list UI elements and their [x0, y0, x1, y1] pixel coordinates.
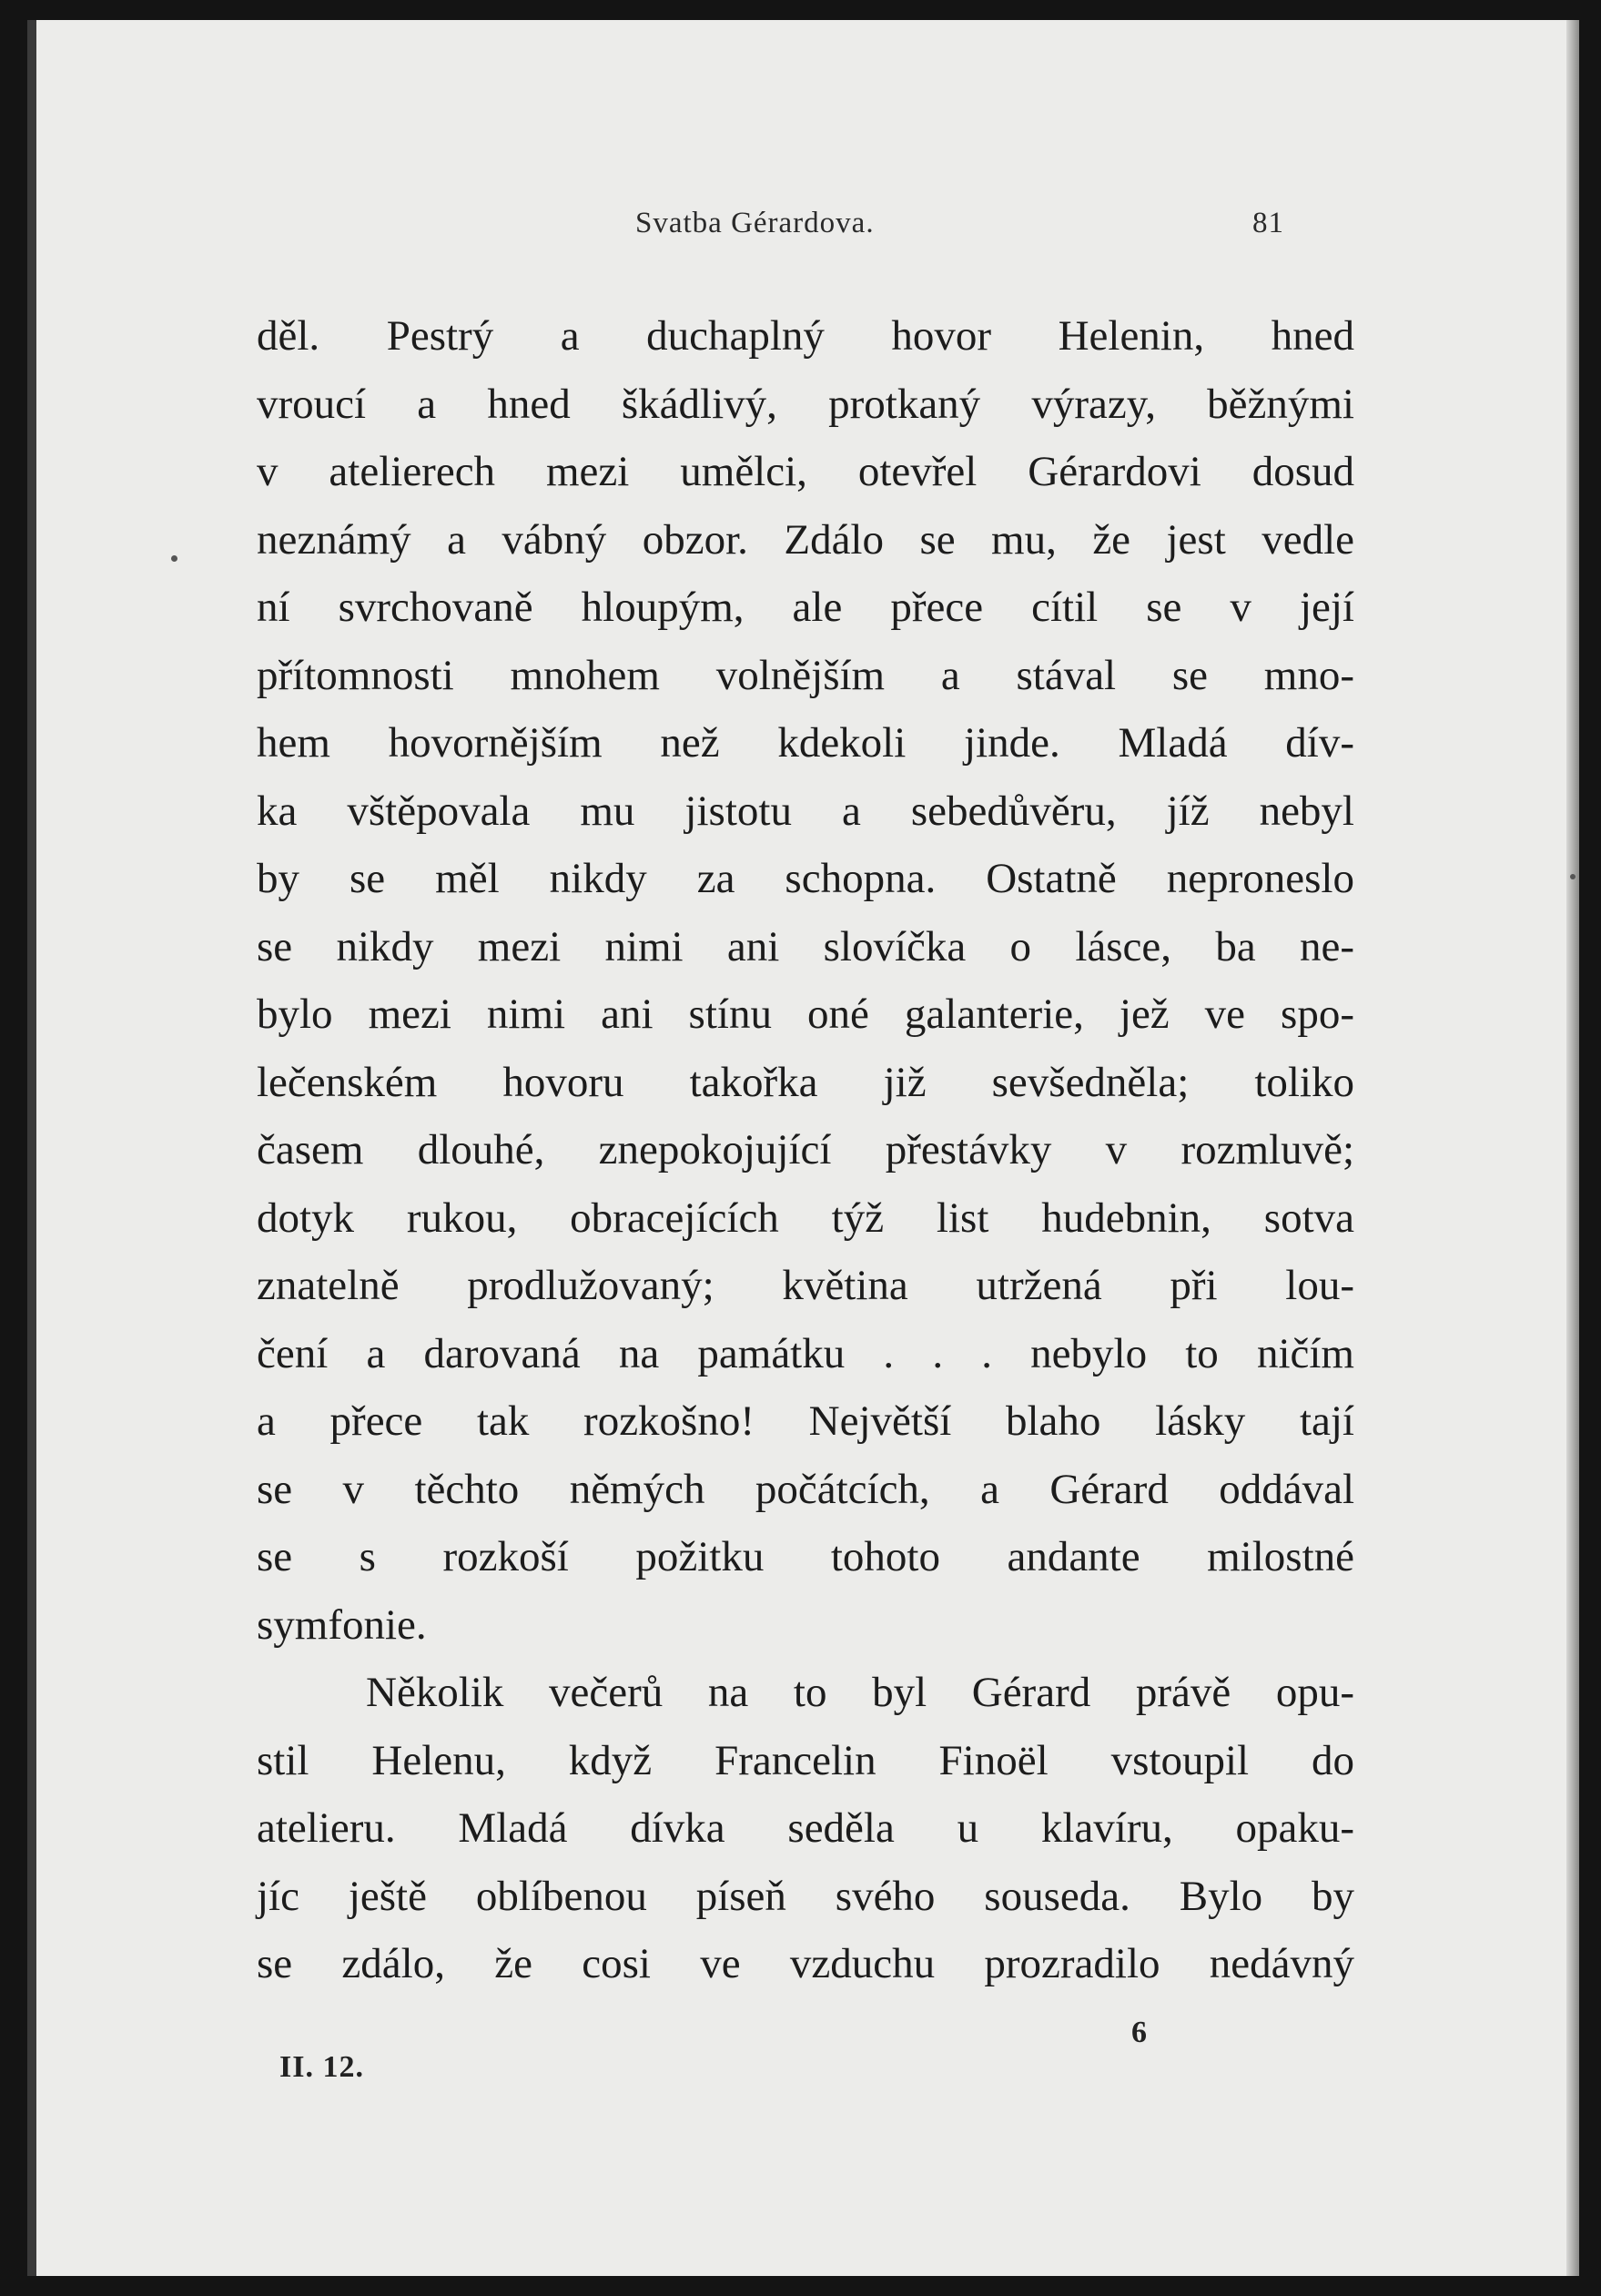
page-right-edge-shadow	[1566, 20, 1579, 2276]
text-line: symfonie.	[257, 1600, 427, 1649]
running-title: Svatba Gérardova.	[635, 207, 875, 239]
text-line: časem dlouhé, znepokojující přestávky v rozmluvě;	[257, 1126, 1354, 1173]
text-line: čení a darovaná na památku . . . nebylo to ničím	[257, 1329, 1354, 1377]
running-header	[27, 207, 1579, 247]
text-line: ní svrchovaně hloupým, ale přece cítil se v její	[257, 584, 1354, 631]
body-text	[257, 302, 1354, 1998]
text-line: neznámý a vábný obzor. Zdálo se mu, že jest vedle	[257, 515, 1354, 564]
text-line: hem hovornějším než kdekoli jinde. Mladá dív-	[257, 719, 1354, 767]
book-page	[27, 20, 1579, 2276]
text-line: a přece tak rozkošno! Největší blaho lásky tají	[257, 1397, 1354, 1445]
text-line: bylo mezi nimi ani stínu oné galanterie, jež ve spo-	[257, 991, 1354, 1038]
text-line: se s rozkoší požitku tohoto andante milostné	[257, 1533, 1354, 1580]
text-line: dotyk rukou, obracejících týž list hudebnin, sotva	[257, 1194, 1354, 1242]
text-line: ka vštěpovala mu jistotu a sebedůvěru, jíž nebyl	[257, 787, 1354, 835]
text-line: přítomnosti mnohem volnějším a stával se mno-	[257, 651, 1354, 699]
paper-speck	[171, 555, 177, 562]
text-line: se zdálo, že cosi ve vzduchu prozradilo nedávný	[257, 1940, 1354, 1987]
text-line: vroucí a hned škádlivý, protkaný výrazy, běžnými	[257, 380, 1354, 428]
text-line: se v těchto němých počátcích, a Gérard oddával	[257, 1465, 1354, 1513]
text-line: by se měl nikdy za schopna. Ostatně neproneslo	[257, 855, 1354, 902]
text-line: stil Helenu, když Francelin Finoël vstoupil do	[257, 1736, 1354, 1784]
text-line: atelieru. Mladá dívka seděla u klavíru, opaku-	[257, 1804, 1354, 1852]
text-line: lečenském hovoru takořka již sevšedněla; toliko	[257, 1058, 1354, 1106]
page-left-edge-shadow	[27, 20, 36, 2276]
paper-speck	[1570, 874, 1576, 879]
text-line: se nikdy mezi nimi ani slovíčka o lásce, ba ne-	[257, 922, 1354, 970]
text-line: děl. Pestrý a duchaplný hovor Helenin, hned	[257, 312, 1354, 360]
text-line: znatelně prodlužovaný; květina utržená při lou-	[257, 1262, 1354, 1309]
text-line: Několik večerů na to byl Gérard právě opu-	[366, 1669, 1354, 1716]
signature-mark: II. 12.	[279, 2050, 364, 2084]
text-line: v atelierech mezi umělci, otevřel Gérardovi dosud	[257, 448, 1354, 495]
sheet-number: 6	[1131, 2016, 1147, 2049]
page-number: 81	[1252, 207, 1284, 239]
text-line: jíc ještě oblíbenou píseň svého souseda. Bylo by	[257, 1872, 1354, 1920]
